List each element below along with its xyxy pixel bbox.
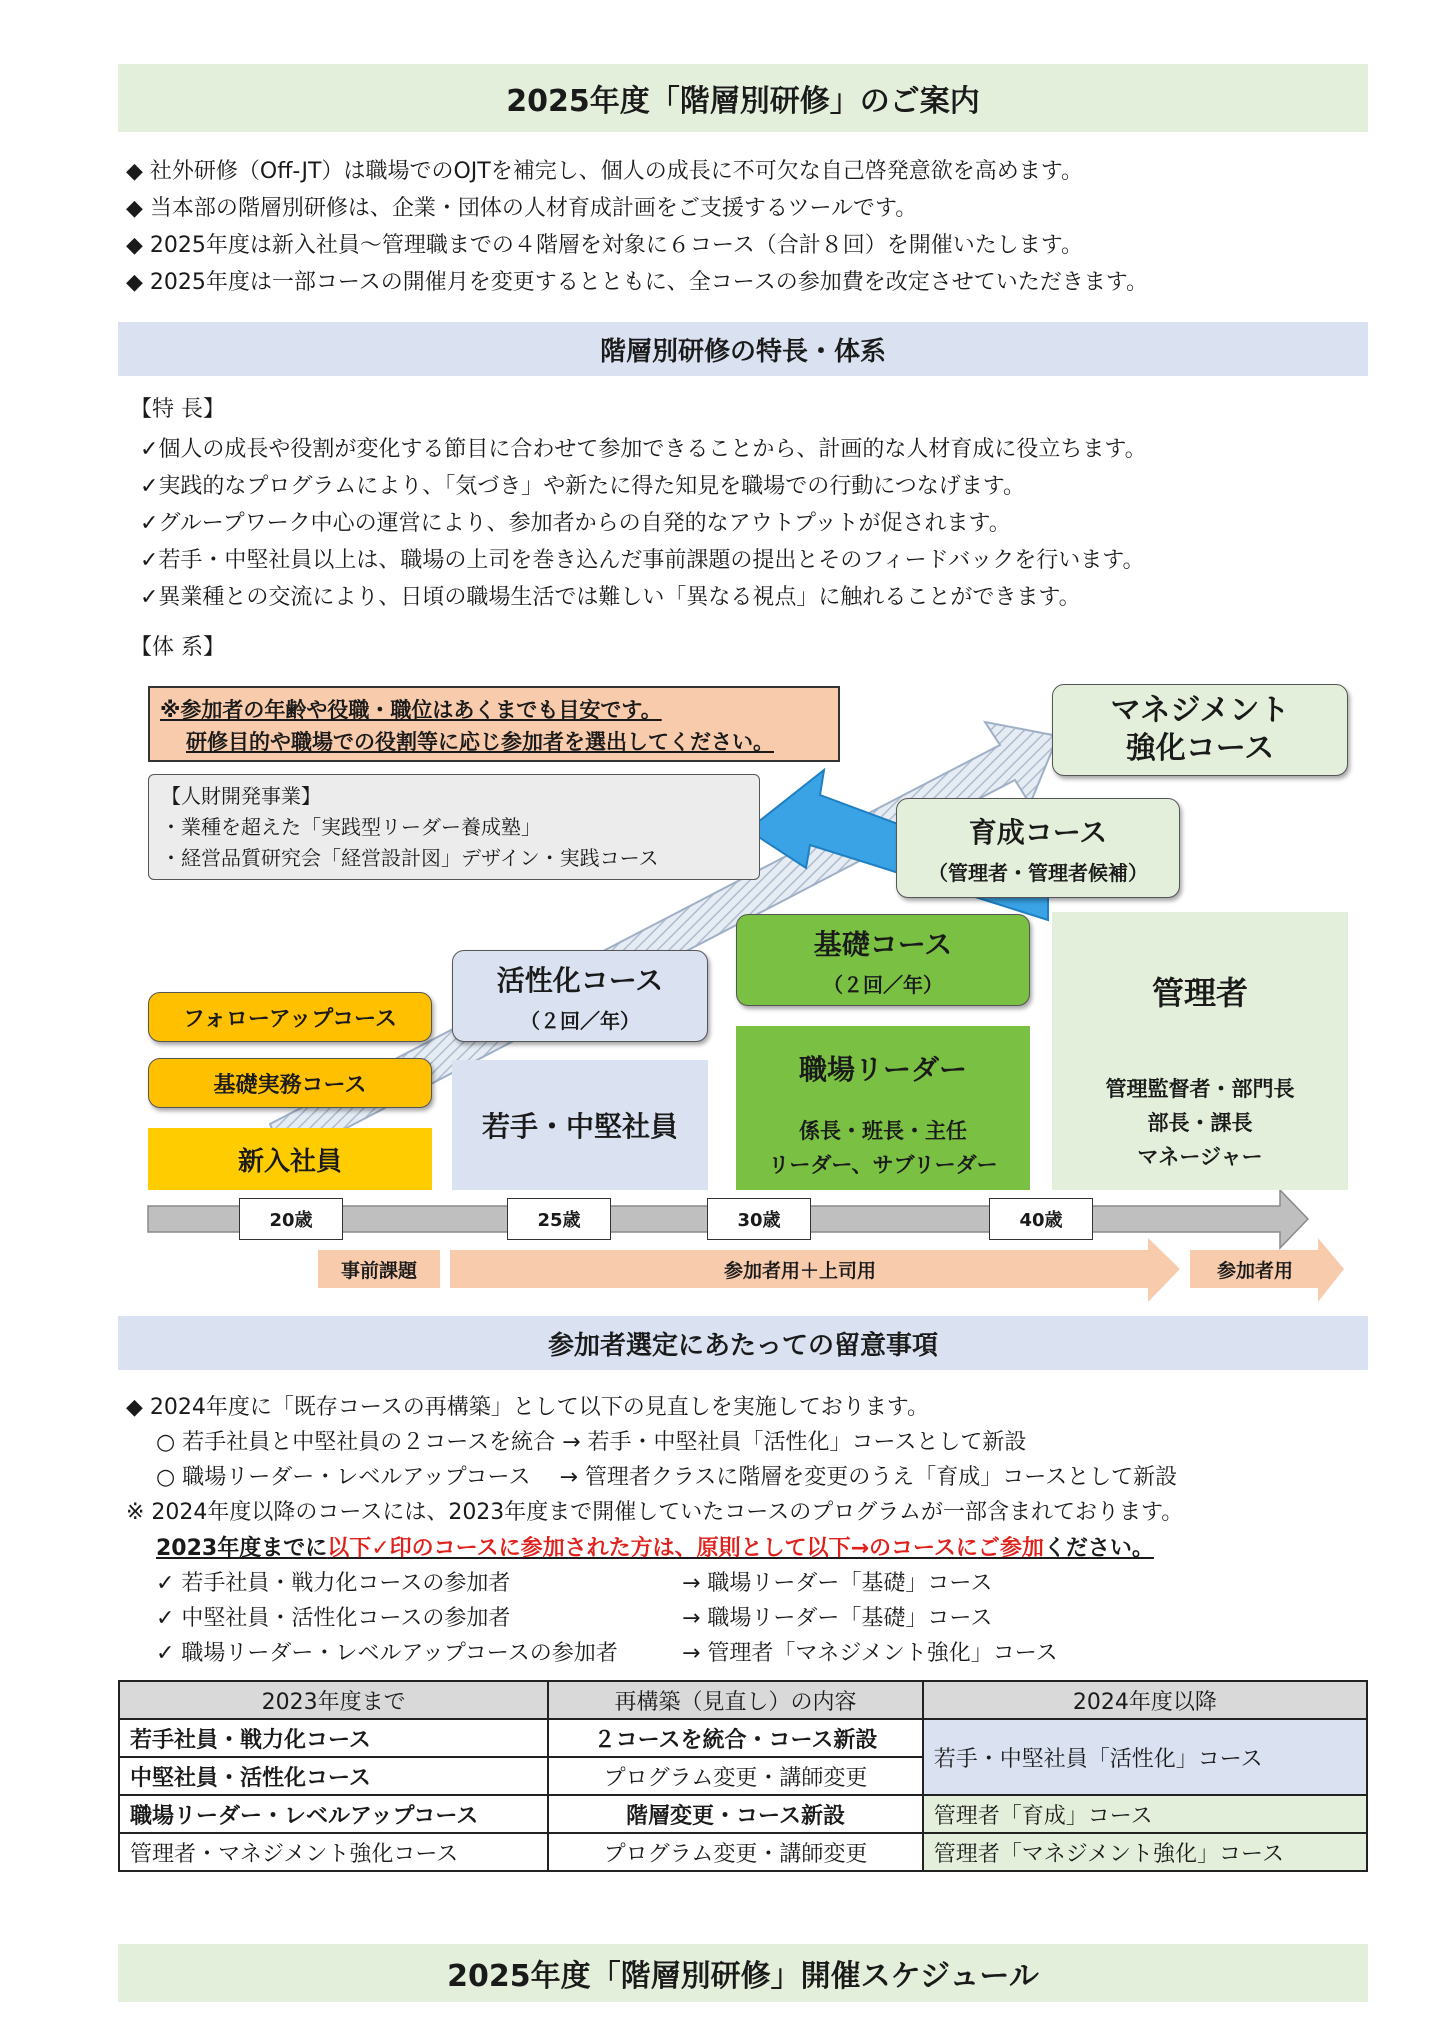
kasseika-course-box: [452, 950, 708, 1042]
emphasis-part-red: 以下✓印のコースに参加された方は、原則として以下→のコースにご参加: [327, 1536, 1044, 1561]
selection-line: ○ 若手社員と中堅社員の２コースを統合 → 若手・中堅社員「活性化」コースとして新設: [156, 1430, 1027, 1455]
followup-course-box: フォローアップコース: [148, 992, 432, 1042]
table-row: [119, 1719, 1367, 1757]
kasseika-sub: （２回／年）: [520, 1008, 640, 1033]
kasseika-title: 活性化コース: [496, 963, 664, 997]
check-item-from: ✓ 若手社員・戦力化コースの参加者: [156, 1571, 511, 1596]
leader-sub: 係長・班長・主任: [799, 1119, 967, 1143]
manager-sub: 管理監督者・部門長: [1105, 1077, 1295, 1101]
manager-tier: [1052, 912, 1348, 1190]
table-cell: 管理者「マネジメント強化」コース: [923, 1833, 1367, 1871]
intro-line-1: ◆ 社外研修（Off-JT）は職場でのOJTを補完し、個人の成長に不可欠な自己啓発意欲を高めます。: [126, 159, 1083, 184]
ikusei-sub: （管理者・管理者候補）: [928, 860, 1148, 885]
check-item-to: → 職場リーダー「基礎」コース: [682, 1606, 993, 1631]
table-cell: ２コースを統合・コース新設: [548, 1719, 922, 1757]
feature-item: ✓個人の成長や役割が変化する節目に合わせて参加できることから、計画的な人材育成に役立ちます。: [140, 437, 1147, 462]
table-row: [119, 1795, 1367, 1833]
management-course-box: マネジメント 強化コース: [1052, 684, 1348, 776]
system-heading: 【体 系】: [130, 635, 225, 660]
manager-title: 管理者: [1151, 974, 1248, 1012]
age-label-25: 25歳: [507, 1198, 611, 1240]
age-label-20: 20歳: [239, 1198, 343, 1240]
intro-line-3: ◆ 2025年度は新入社員～管理職までの４階層を対象に６コース（合計８回）を開催いたします。: [126, 233, 1084, 258]
section-title-selection: 参加者選定にあたっての留意事項: [118, 1316, 1368, 1370]
table-cell: 管理者・マネジメント強化コース: [119, 1833, 548, 1871]
table-row: [119, 1833, 1367, 1871]
feature-item: ✓実践的なプログラムにより、「気づき」や新たに得た知見を職場での行動につなげます。: [140, 474, 1026, 499]
note-box: [148, 686, 840, 762]
feature-item: ✓異業種との交流により、日頃の職場生活では難しい「異なる視点」に触れることができます。: [140, 585, 1081, 610]
ikusei-course-box: [896, 798, 1180, 898]
table-cell: 管理者「育成」コース: [923, 1795, 1367, 1833]
check-item-to: → 管理者「マネジメント強化」コース: [682, 1641, 1058, 1666]
hr-title: 【人財開発事業】: [161, 784, 321, 808]
table-header: 2024年度以降: [923, 1681, 1367, 1719]
emphasis-line: [156, 1531, 1154, 1562]
check-item-to: → 職場リーダー「基礎」コース: [682, 1571, 993, 1596]
leader-tier: [736, 1026, 1030, 1190]
kiso-course-box: [736, 914, 1030, 1006]
age-label-30: 30歳: [707, 1198, 811, 1240]
course-comparison-table: [118, 1680, 1368, 1872]
participant-boss-label: 参加者用＋上司用: [723, 1259, 876, 1282]
participant-label: 参加者用: [1216, 1259, 1293, 1282]
leader-sub: リーダー、サブリーダー: [768, 1153, 998, 1177]
features-heading: 【特 長】: [130, 397, 225, 422]
table-cell: プログラム変更・講師変更: [548, 1757, 922, 1795]
section-title-features: 階層別研修の特長・体系: [118, 322, 1368, 376]
feature-item: ✓若手・中堅社員以上は、職場の上司を巻き込んだ事前課題の提出とそのフィードバックを行います。: [140, 548, 1145, 573]
ikusei-title: 育成コース: [968, 815, 1108, 849]
young-mid-tier: 若手・中堅社員: [452, 1060, 708, 1190]
selection-line: ※ 2024年度以降のコースには、2023年度まで開催していたコースのプログラムが一部含まれております。: [126, 1500, 1184, 1525]
feature-item: ✓グループワーク中心の運営により、参加者からの自発的なアウトプットが促されます。: [140, 511, 1011, 536]
emphasis-part: ください。: [1043, 1536, 1154, 1561]
table-cell: プログラム変更・講師変更: [548, 1833, 922, 1871]
selection-line: ◆ 2024年度に「既存コースの再構築」として以下の見直しを実施しております。: [126, 1395, 930, 1420]
age-label-40: 40歳: [989, 1198, 1093, 1240]
kiso-title: 基礎コース: [813, 927, 953, 961]
leader-title: 職場リーダー: [798, 1053, 967, 1086]
hr-item: ・経営品質研究会「経営設計図」デザイン・実践コース: [161, 846, 659, 870]
page-title: 2025年度「階層別研修」のご案内: [118, 64, 1368, 132]
check-item-from: ✓ 職場リーダー・レベルアップコースの参加者: [156, 1641, 618, 1666]
table-header: 2023年度まで: [119, 1681, 548, 1719]
hr-item: ・業種を超えた「実践型リーダー養成塾」: [161, 815, 541, 839]
check-item-from: ✓ 中堅社員・活性化コースの参加者: [156, 1606, 511, 1631]
hr-development-box: [148, 774, 760, 880]
emphasis-part: 2023年度までに: [156, 1536, 328, 1561]
table-cell: 職場リーダー・レベルアップコース: [119, 1795, 548, 1833]
table-cell: 階層変更・コース新設: [548, 1795, 922, 1833]
intro-line-2: ◆ 当本部の階層別研修は、企業・団体の人材育成計画をご支援するツールです。: [126, 196, 918, 221]
note-line-2: 研修目的や職場での役割等に応じ参加者を選出してください。: [186, 730, 774, 754]
kiso-sub: （２回／年）: [823, 972, 943, 997]
table-header-row: [119, 1681, 1367, 1719]
selection-line: ○ 職場リーダー・レベルアップコース → 管理者クラスに階層を変更のうえ「育成」コースとして新設: [156, 1465, 1178, 1490]
table-cell: 若手社員・戦力化コース: [119, 1719, 548, 1757]
intro-line-4: ◆ 2025年度は一部コースの開催月を変更するとともに、全コースの参加費を改定させていただきます。: [126, 270, 1148, 295]
table-cell: 中堅社員・活性化コース: [119, 1757, 548, 1795]
kisojitsumu-course-box: 基礎実務コース: [148, 1058, 432, 1108]
manager-sub: 部長・課長: [1147, 1111, 1253, 1135]
manager-sub: マネージャー: [1137, 1145, 1263, 1169]
table-cell: 若手・中堅社員「活性化」コース: [923, 1719, 1367, 1795]
pre-task-label: 事前課題: [340, 1259, 417, 1282]
note-line-1: ※参加者の年齢や役職・職位はあくまでも目安です。: [160, 698, 662, 722]
new-employee-tier: 新入社員: [148, 1128, 432, 1190]
schedule-title: 2025年度「階層別研修」開催スケジュール: [118, 1944, 1368, 2002]
table-header: 再構築（見直し）の内容: [548, 1681, 922, 1719]
